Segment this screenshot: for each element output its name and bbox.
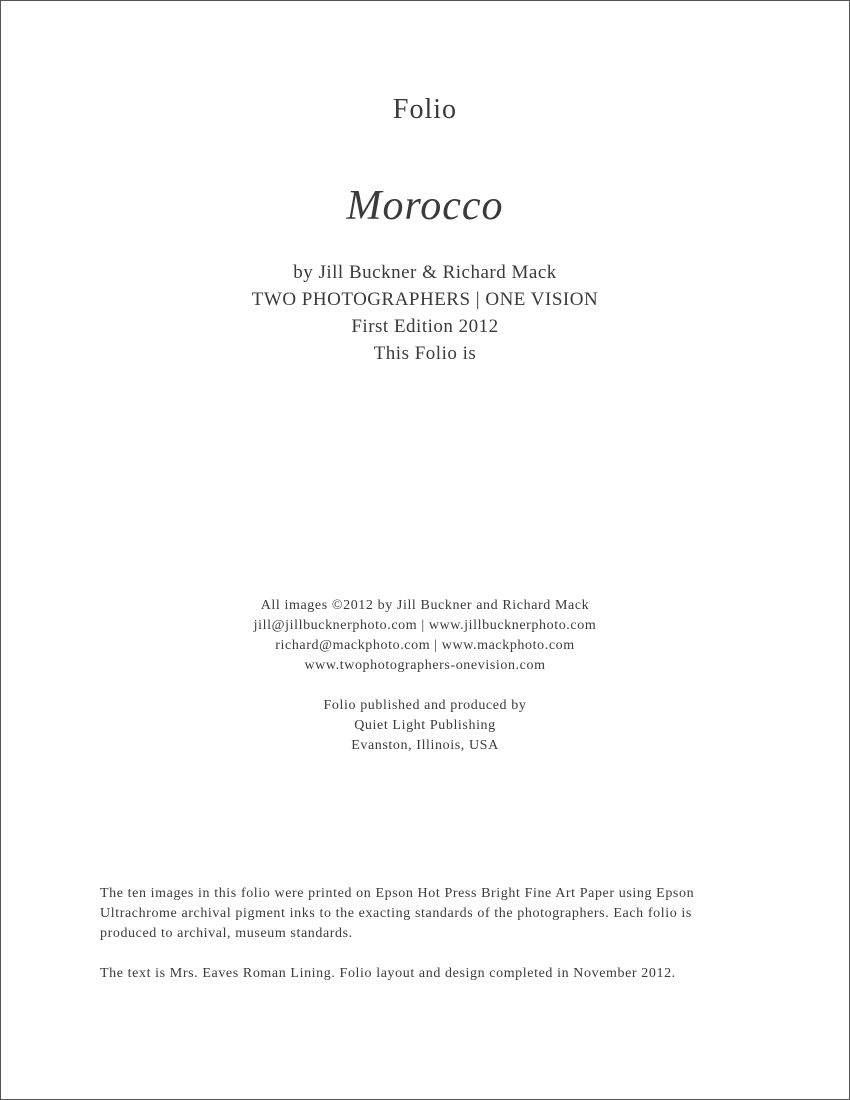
publisher-name: Quiet Light Publishing [354, 718, 496, 733]
page-title: Morocco [346, 183, 504, 229]
colophon-paragraph-printing [100, 884, 800, 944]
richard-contact-line: richard@mackphoto.com | www.mackphoto.com [275, 638, 575, 653]
tagline: TWO PHOTOGRAPHERS | ONE VISION [251, 289, 599, 310]
copyright-line: All images ©2012 by Jill Buckner and Richard Mack [260, 598, 590, 613]
website-line: www.twophotographers-onevision.com [304, 658, 546, 673]
folio-number-line: This Folio is [373, 343, 477, 364]
byline-block [0, 259, 850, 367]
publisher-intro: Folio published and produced by [323, 698, 527, 713]
colophon-line: produced to archival, museum standards. [100, 926, 353, 941]
colophon-line: Ultrachrome archival pigment inks to the exacting standards of the photographers. Each folio is [100, 906, 692, 921]
publisher-location: Evanston, Illinois, USA [351, 738, 499, 753]
edition-line: First Edition 2012 [351, 316, 499, 337]
colophon-paragraph-typography [100, 964, 800, 984]
jill-contact-line: jill@jillbucknerphoto.com | www.jillbucknerphoto.com [253, 618, 597, 633]
publisher-block [0, 696, 850, 756]
colophon-line: The text is Mrs. Eaves Roman Lining. Folio layout and design completed in November 2012. [100, 966, 676, 981]
folio-label: Folio [392, 94, 458, 125]
colophon-line: The ten images in this folio were printed on Epson Hot Press Bright Fine Art Paper using Epson [100, 886, 695, 901]
credits-block [0, 596, 850, 676]
author-line: by Jill Buckner & Richard Mack [293, 262, 557, 283]
